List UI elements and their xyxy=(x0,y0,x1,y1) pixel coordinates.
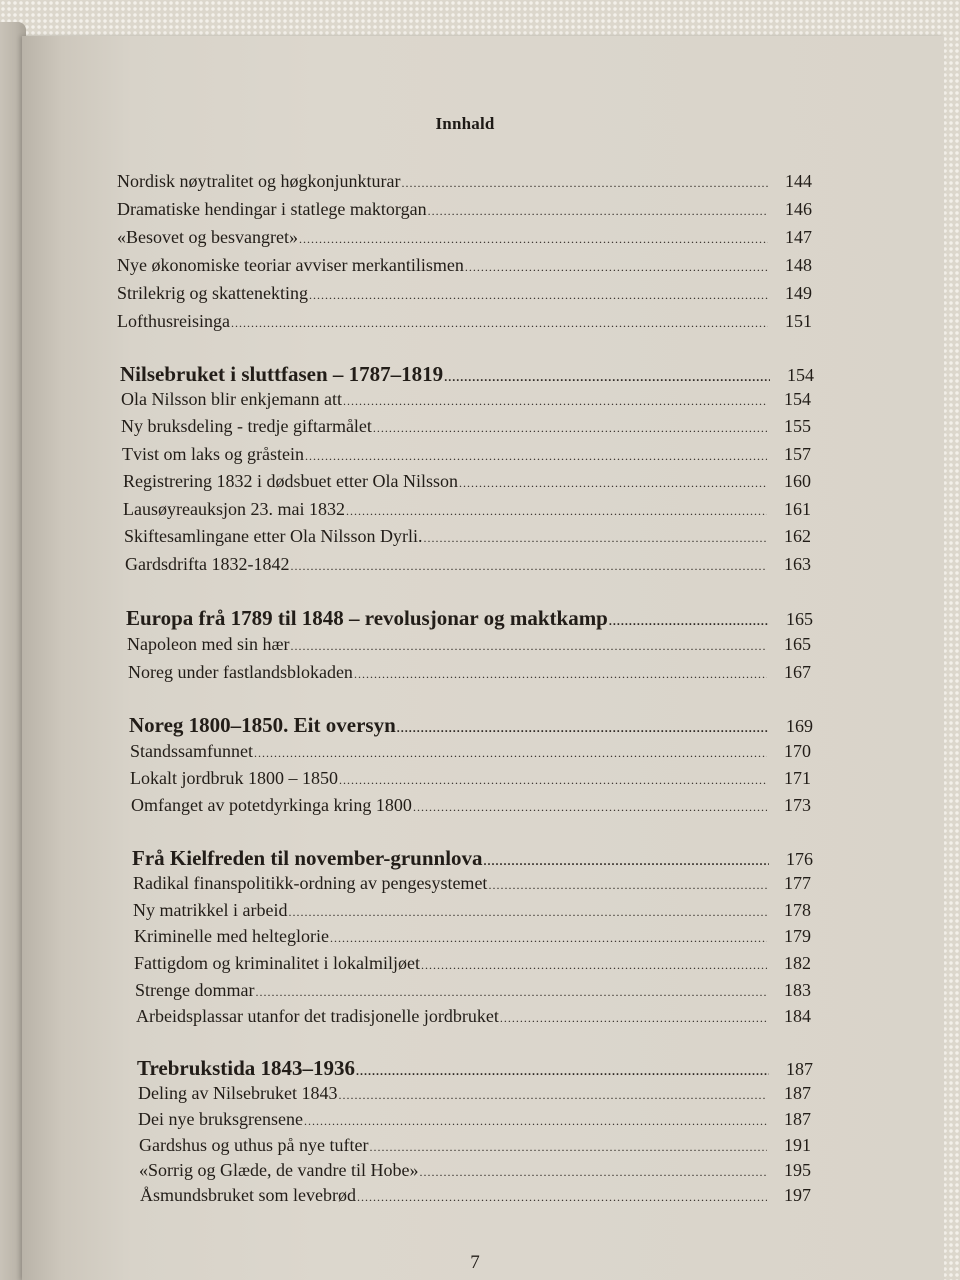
toc-entry-page: 177 xyxy=(784,873,811,893)
running-head: Innhald xyxy=(435,114,495,133)
toc-entry-title: Strilekrig og skattenekting xyxy=(117,283,308,303)
toc-entry-title: Dramatiske hendingar i statlege maktorgan xyxy=(117,199,427,219)
toc-entry-page: 149 xyxy=(785,283,812,303)
leader-dots xyxy=(373,421,767,436)
leader-dots xyxy=(231,316,768,331)
toc-entry-title: Kriminelle med helteglorie xyxy=(134,926,329,946)
toc-entry-title: Ny bruksdeling - tredje giftarmålet xyxy=(121,416,372,436)
leader-dots xyxy=(309,288,768,303)
toc-entry-page: 173 xyxy=(784,795,811,815)
toc-chapter-page: 154 xyxy=(787,365,814,385)
toc-entry xyxy=(134,926,811,950)
toc-entry-page: 187 xyxy=(784,1109,811,1129)
leader-dots xyxy=(254,746,767,761)
leader-dots xyxy=(397,721,769,736)
toc-entry xyxy=(130,768,811,792)
toc-chapter-page: 169 xyxy=(786,716,813,736)
toc-entry xyxy=(117,227,812,251)
toc-entry-title: Gardsdrifta 1832-1842 xyxy=(125,554,290,574)
toc-entry-title: «Sorrig og Glæde, de vandre til Hobe» xyxy=(139,1160,419,1180)
leader-dots xyxy=(459,476,767,491)
leader-dots xyxy=(357,1190,767,1205)
toc-entry xyxy=(139,1160,811,1184)
toc-entry xyxy=(138,1109,811,1133)
toc-entry-page: 151 xyxy=(785,311,812,331)
toc-entry-page: 183 xyxy=(784,980,811,1000)
toc-entry xyxy=(131,795,811,819)
leader-dots xyxy=(356,1064,769,1079)
toc-chapter xyxy=(126,606,813,634)
leader-dots xyxy=(354,667,767,682)
toc-chapter xyxy=(120,362,814,390)
toc-chapter xyxy=(129,713,813,741)
toc-chapter-title: Nilsebruket i sluttfasen – 1787–1819 xyxy=(120,362,444,386)
toc-entry xyxy=(121,389,811,413)
leader-dots xyxy=(401,176,768,191)
leader-dots xyxy=(484,854,769,869)
toc-entry-page: 184 xyxy=(784,1006,811,1026)
toc-entry xyxy=(128,662,811,686)
toc-entry-title: Skiftesamlingane etter Ola Nilsson Dyrli. xyxy=(124,526,423,546)
leader-dots xyxy=(339,773,767,788)
toc-entry xyxy=(117,171,812,195)
leader-dots xyxy=(413,800,767,815)
toc-entry-page: 162 xyxy=(784,526,811,546)
toc-chapter-title: Trebrukstida 1843–1936 xyxy=(137,1056,355,1080)
toc-entry-page: 167 xyxy=(784,662,811,682)
toc-entry xyxy=(123,499,811,523)
toc-chapter-page: 165 xyxy=(786,609,813,629)
leader-dots xyxy=(444,370,770,385)
toc-entry xyxy=(133,873,811,897)
leader-dots xyxy=(304,1114,767,1129)
toc-entry-page: 165 xyxy=(784,634,811,654)
toc-entry-page: 187 xyxy=(784,1083,811,1103)
leader-dots xyxy=(609,614,769,629)
toc-entry xyxy=(121,416,811,440)
toc-entry-page: 161 xyxy=(784,499,811,519)
toc-entry-page: 154 xyxy=(784,389,811,409)
leader-dots xyxy=(255,985,767,1000)
toc-entry-title: Lausøyreauksjon 23. mai 1832 xyxy=(123,499,345,519)
page-number: 7 xyxy=(470,1252,480,1273)
toc-entry xyxy=(124,526,811,550)
toc-entry-page: 191 xyxy=(784,1135,811,1155)
toc-entry xyxy=(123,471,811,495)
toc-entry-title: Ola Nilsson blir enkjemann att xyxy=(121,389,342,409)
toc-entry-page: 182 xyxy=(784,953,811,973)
leader-dots xyxy=(500,1011,767,1026)
toc-entry xyxy=(140,1185,811,1209)
toc-chapter-title: Noreg 1800–1850. Eit oversyn xyxy=(129,713,396,737)
toc-entry-page: 146 xyxy=(785,199,812,219)
toc-entry-page: 179 xyxy=(784,926,811,946)
toc-entry-title: Strenge dommar xyxy=(135,980,255,1000)
toc-chapter-title: Europa frå 1789 til 1848 – revolusjonar og maktkamp xyxy=(126,606,608,630)
toc-entry xyxy=(133,900,811,924)
leader-dots xyxy=(369,1140,767,1155)
leader-dots xyxy=(299,232,768,247)
toc-entry-page: 144 xyxy=(785,171,812,191)
leader-dots xyxy=(290,559,767,574)
toc-entry-title: Nordisk nøytralitet og høgkonjunkturar xyxy=(117,171,401,191)
toc-entry-page: 155 xyxy=(784,416,811,436)
toc-entry xyxy=(117,199,812,223)
toc-entry-page: 171 xyxy=(784,768,811,788)
toc-entry-page: 178 xyxy=(784,900,811,920)
toc-chapter-page: 187 xyxy=(786,1059,813,1079)
toc-entry-page: 163 xyxy=(784,554,811,574)
toc-entry-title: Lofthusreisinga xyxy=(117,311,230,331)
toc-entry xyxy=(138,1083,811,1107)
toc-entry-title: Radikal finanspolitikk-ordning av pengesystemet xyxy=(133,873,488,893)
toc-entry-title: Fattigdom og kriminalitet i lokalmiljøet xyxy=(134,953,420,973)
toc-entry-page: 197 xyxy=(784,1185,811,1205)
toc-entry-title: Nye økonomiske teoriar avviser merkantilismen xyxy=(117,255,464,275)
toc-chapter xyxy=(137,1056,813,1084)
toc-chapter-page: 176 xyxy=(786,849,813,869)
toc-entry-title: Standssamfunnet xyxy=(130,741,253,761)
toc-entry-title: Lokalt jordbruk 1800 – 1850 xyxy=(130,768,338,788)
toc-entry xyxy=(139,1135,811,1159)
toc-entry xyxy=(127,634,811,658)
leader-dots xyxy=(428,204,768,219)
leader-dots xyxy=(346,504,767,519)
toc-entry-page: 195 xyxy=(784,1160,811,1180)
leader-dots xyxy=(488,878,767,893)
leader-dots xyxy=(330,931,767,946)
toc-entry-page: 148 xyxy=(785,255,812,275)
toc-chapter-title: Frå Kielfreden til november-grunnlova xyxy=(132,846,483,870)
leader-dots xyxy=(421,958,767,973)
toc-entry-page: 157 xyxy=(784,444,811,464)
leader-dots xyxy=(290,639,767,654)
toc-entry xyxy=(135,980,811,1004)
toc-entry xyxy=(136,1006,811,1030)
leader-dots xyxy=(343,394,767,409)
toc-entry xyxy=(125,554,811,578)
toc-entry-title: Dei nye bruksgrensene xyxy=(138,1109,303,1129)
leader-dots xyxy=(338,1088,767,1103)
toc-entry-page: 170 xyxy=(784,741,811,761)
leader-dots xyxy=(423,531,767,546)
toc-entry-title: Gardshus og uthus på nye tufter xyxy=(139,1135,369,1155)
leader-dots xyxy=(305,449,767,464)
toc-entry-title: Omfanget av potetdyrkinga kring 1800 xyxy=(131,795,412,815)
toc-entry-page: 160 xyxy=(784,471,811,491)
leader-dots xyxy=(419,1165,767,1180)
toc-entry-title: Åsmundsbruket som levebrød xyxy=(140,1185,356,1205)
toc-entry-title: Ny matrikkel i arbeid xyxy=(133,900,288,920)
toc-entry-title: Arbeidsplassar utanfor det tradisjonelle jordbruket xyxy=(136,1006,499,1026)
toc-entry xyxy=(122,444,811,468)
toc-entry xyxy=(130,741,811,765)
toc-entry-title: «Besovet og besvangret» xyxy=(117,227,298,247)
toc-entry-title: Napoleon med sin hær xyxy=(127,634,290,654)
toc-entry xyxy=(117,255,812,279)
leader-dots xyxy=(465,260,768,275)
toc-entry-title: Registrering 1832 i dødsbuet etter Ola Nilsson xyxy=(123,471,458,491)
toc-chapter xyxy=(132,846,813,874)
toc-entry-title: Deling av Nilsebruket 1843 xyxy=(138,1083,338,1103)
leader-dots xyxy=(288,905,767,920)
toc-entry-title: Tvist om laks og gråstein xyxy=(122,444,304,464)
toc-entry xyxy=(134,953,811,977)
toc-entry-title: Noreg under fastlandsblokaden xyxy=(128,662,353,682)
toc-entry xyxy=(117,283,812,307)
toc-entry-page: 147 xyxy=(785,227,812,247)
toc-entry xyxy=(117,311,812,335)
